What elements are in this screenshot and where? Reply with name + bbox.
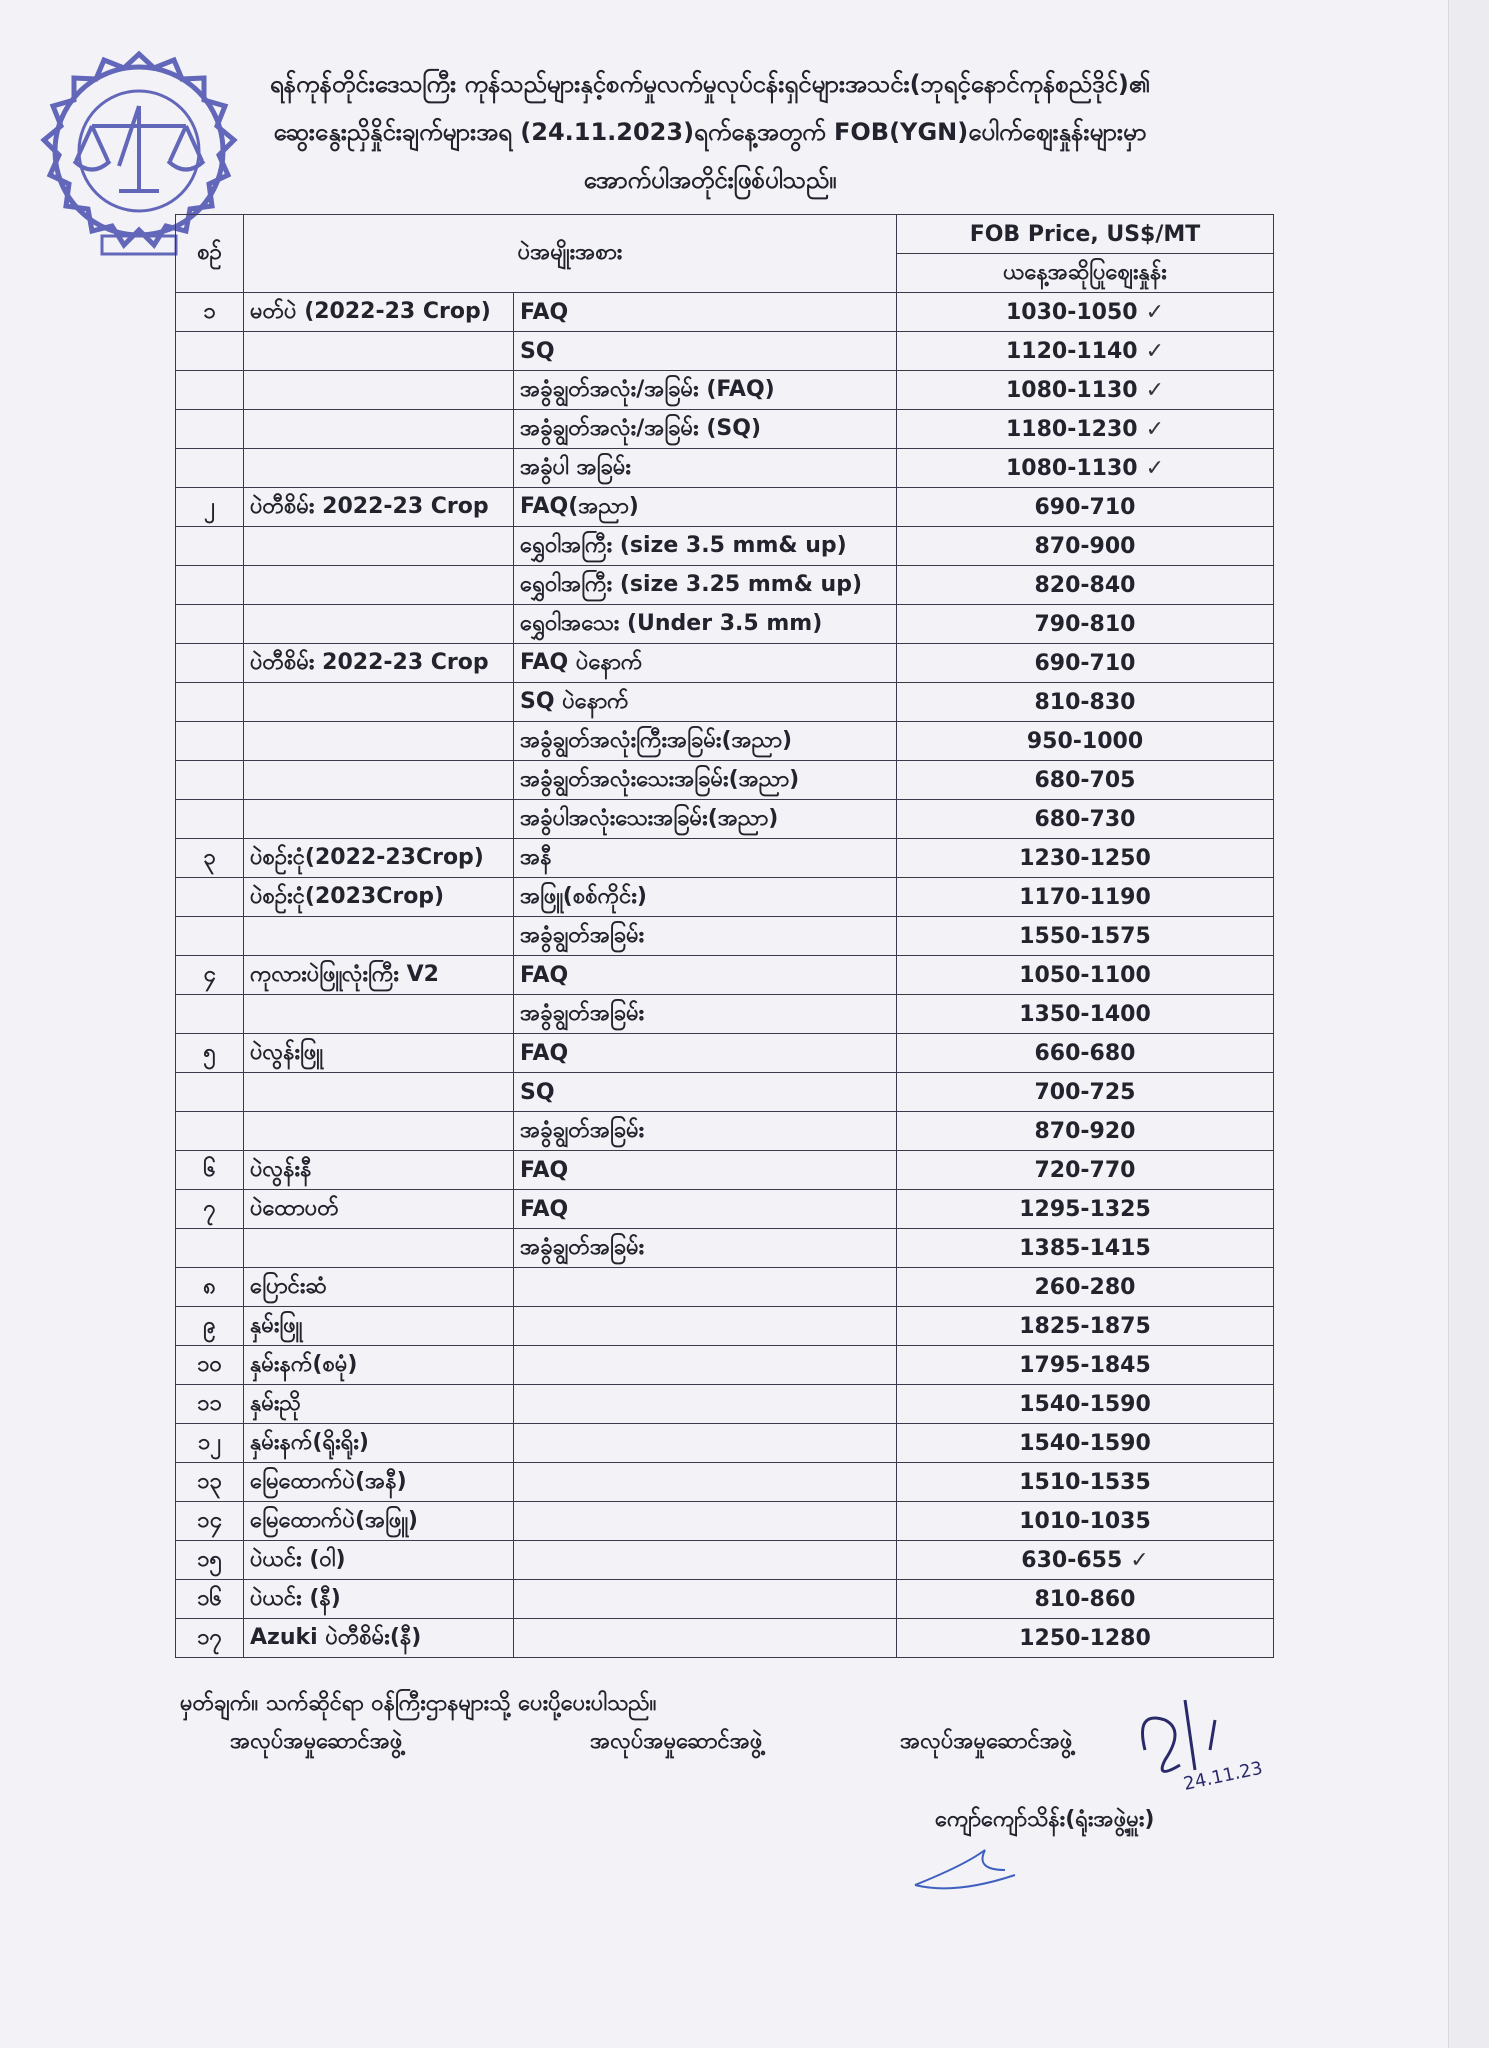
row-price: 1010-1035 [897,1502,1274,1541]
row-item-name: နှမ်းညို [244,1385,514,1424]
row-serial-no [176,800,244,839]
row-item-name [244,605,514,644]
row-grade: FAQ [514,1190,897,1229]
row-price: 630-655 ✓ [897,1541,1274,1580]
row-serial-no: ၁၆ [176,1580,244,1619]
row-price: 870-920 [897,1112,1274,1151]
check-mark-icon: ✓ [1130,1547,1149,1573]
row-serial-no [176,527,244,566]
row-price: 1540-1590 [897,1385,1274,1424]
row-price: 1080-1130 ✓ [897,449,1274,488]
row-price: 810-860 [897,1580,1274,1619]
row-item-name: Azuki ပဲတီစိမ်း(နီ) [244,1619,514,1658]
row-item-name: ပဲတီစိမ်း 2022-23 Crop [244,488,514,527]
handwritten-signature-icon [1125,1690,1325,1800]
row-item-name [244,371,514,410]
signer-name: ကျော်ကျော်သိန်း(ရုံးအဖွဲ့မှူး) [935,1807,1155,1832]
row-grade: အခွံပါ အခြမ်း [514,449,897,488]
row-serial-no: ၅ [176,1034,244,1073]
row-price: 870-900 [897,527,1274,566]
check-mark-icon: ✓ [1145,299,1165,325]
row-grade: အခွံချွတ်အခြမ်း [514,1229,897,1268]
table-row [176,1268,1274,1307]
table-row [176,1619,1274,1658]
row-item-name [244,1229,514,1268]
committee-label-1: အလုပ်အမှုဆောင်အဖွဲ့ [230,1729,403,1754]
table-row [176,722,1274,761]
row-item-name: ပဲလွန်းနီ [244,1151,514,1190]
table-row [176,332,1274,371]
row-item-name [244,917,514,956]
row-price: 1295-1325 [897,1190,1274,1229]
row-grade: ရွှေဝါအကြီး (size 3.5 mm& up) [514,527,897,566]
row-grade: အခွံချွတ်အလုံးသေးအခြမ်း(အညာ) [514,761,897,800]
row-grade: FAQ [514,293,897,332]
pen-scribble-icon [905,1840,1035,1900]
row-price: 810-830 [897,683,1274,722]
table-row [176,683,1274,722]
row-serial-no: ၃ [176,839,244,878]
row-item-name: မတ်ပဲ (2022-23 Crop) [244,293,514,332]
row-price: 700-725 [897,1073,1274,1112]
row-serial-no [176,722,244,761]
table-row [176,644,1274,683]
row-serial-no: ၁၁ [176,1385,244,1424]
row-item-name [244,527,514,566]
table-row [176,449,1274,488]
row-item-name [244,449,514,488]
row-serial-no [176,1229,244,1268]
table-row [176,1463,1274,1502]
table-row [176,1112,1274,1151]
table-row [176,917,1274,956]
table-row [176,1151,1274,1190]
row-grade: FAQ [514,956,897,995]
row-grade: SQ ပဲနောက် [514,683,897,722]
row-price: 690-710 [897,644,1274,683]
row-serial-no [176,1073,244,1112]
row-serial-no [176,371,244,410]
table-row [176,1502,1274,1541]
footer-note: မှတ်ချက်။ သက်ဆိုင်ရာ ဝန်ကြီးဌာနများသို့ ပေးပို့ပေးပါသည်။ [180,1691,657,1716]
table-row [176,605,1274,644]
row-grade [514,1541,897,1580]
table-row [176,1580,1274,1619]
row-price: 1180-1230 ✓ [897,410,1274,449]
row-serial-no: ၆ [176,1151,244,1190]
table-row [176,1190,1274,1229]
row-item-name: ကုလားပဲဖြူလုံးကြီး V2 [244,956,514,995]
row-item-name [244,410,514,449]
row-price: 1230-1250 [897,839,1274,878]
row-item-name: မြေထောက်ပဲ(အဖြူ) [244,1502,514,1541]
row-serial-no: ၈ [176,1268,244,1307]
row-serial-no [176,605,244,644]
row-price: 1550-1575 [897,917,1274,956]
row-grade: ရွှေဝါအကြီး (size 3.25 mm& up) [514,566,897,605]
row-grade [514,1346,897,1385]
row-item-name: နှမ်းနက်(ရိုးရိုး) [244,1424,514,1463]
row-grade [514,1385,897,1424]
row-price: 1030-1050 ✓ [897,293,1274,332]
row-serial-no [176,332,244,371]
table-row [176,1034,1274,1073]
row-item-name: ပြောင်းဆံ [244,1268,514,1307]
row-price: 1825-1875 [897,1307,1274,1346]
row-grade: အခွံချွတ်အလုံး/အခြမ်း (SQ) [514,410,897,449]
row-serial-no: ၉ [176,1307,244,1346]
row-grade: အခွံချွတ်အခြမ်း [514,917,897,956]
row-item-name [244,995,514,1034]
row-price: 660-680 [897,1034,1274,1073]
handwritten-date: 24.11.23 [1181,1757,1265,1795]
table-row [176,1346,1274,1385]
row-grade: အခွံချွတ်အခြမ်း [514,995,897,1034]
header-line-1: ရန်ကုန်တိုင်းဒေသကြီး ကုန်သည်များနှင့်စက်မှုလက်မှုလုပ်ငန်းရှင်များအသင်း(ဘုရင့်နောင်ကုန်စည်ဒိုင်)၏ [269,70,1151,98]
row-item-name: ပဲလွန်းဖြူ [244,1034,514,1073]
row-grade: FAQ ပဲနောက် [514,644,897,683]
row-item-name: နှမ်းနက်(စမုံ) [244,1346,514,1385]
row-item-name: ပဲစဉ်းငုံ(2023Crop) [244,878,514,917]
check-mark-icon: ✓ [1145,338,1165,364]
row-grade [514,1463,897,1502]
row-grade: အခွံချွတ်အခြမ်း [514,1112,897,1151]
row-item-name [244,332,514,371]
row-price: 1510-1535 [897,1463,1274,1502]
row-price: 1080-1130 ✓ [897,371,1274,410]
row-item-name [244,800,514,839]
row-serial-no [176,566,244,605]
table-row [176,410,1274,449]
row-serial-no [176,917,244,956]
row-item-name [244,1112,514,1151]
row-serial-no [176,449,244,488]
row-grade [514,1268,897,1307]
row-serial-no: ၁၃ [176,1463,244,1502]
table-row [176,995,1274,1034]
row-grade: အခွံချွတ်အလုံးကြီးအခြမ်း(အညာ) [514,722,897,761]
row-serial-no: ၇ [176,1190,244,1229]
row-item-name [244,566,514,605]
row-item-name [244,761,514,800]
row-grade: FAQ(အညာ) [514,488,897,527]
row-item-name: နှမ်းဖြူ [244,1307,514,1346]
row-serial-no [176,1112,244,1151]
header-item-type: ပဲအမျိုးအစား [244,215,897,293]
header-line-2: ဆွေးနွေးညှိနှိုင်းချက်များအရ (24.11.2023)ရက်နေ့အတွက် FOB(YGN)ပေါက်ဈေးနှုန်းများမှာ [273,118,1147,146]
row-serial-no: ၁၅ [176,1541,244,1580]
row-price: 1350-1400 [897,995,1274,1034]
header-line-3: အောက်ပါအတိုင်းဖြစ်ပါသည်။ [583,166,837,194]
row-grade [514,1580,897,1619]
row-serial-no: ၁၂ [176,1424,244,1463]
row-serial-no [176,761,244,800]
row-serial-no [176,644,244,683]
row-grade: အဖြူ(စစ်ကိုင်း) [514,878,897,917]
row-grade [514,1424,897,1463]
header-fob-price: FOB Price, US$/MT [897,215,1274,254]
row-price: 720-770 [897,1151,1274,1190]
header-proposed-price: ယနေ့အဆိုပြုဈေးနှုန်း [897,254,1274,293]
row-grade: ရွှေဝါအသေး (Under 3.5 mm) [514,605,897,644]
table-row [176,1073,1274,1112]
row-price: 690-710 [897,488,1274,527]
table-row [176,371,1274,410]
table-row [176,761,1274,800]
row-serial-no: ၂ [176,488,244,527]
table-row [176,1424,1274,1463]
row-item-name: ပဲယင်း (နီ) [244,1580,514,1619]
row-serial-no [176,995,244,1034]
check-mark-icon: ✓ [1145,455,1165,481]
row-item-name [244,683,514,722]
table-row [176,488,1274,527]
check-mark-icon: ✓ [1145,416,1165,442]
row-serial-no [176,878,244,917]
row-grade: အနီ [514,839,897,878]
row-price: 820-840 [897,566,1274,605]
row-grade [514,1307,897,1346]
document-header [130,60,1290,204]
table-row [176,878,1274,917]
row-price: 680-730 [897,800,1274,839]
row-price: 1120-1140 ✓ [897,332,1274,371]
row-item-name: ပဲထောပတ် [244,1190,514,1229]
row-price: 1795-1845 [897,1346,1274,1385]
row-grade: SQ [514,332,897,371]
committee-label-2: အလုပ်အမှုဆောင်အဖွဲ့ [590,1729,763,1754]
row-item-name [244,722,514,761]
row-price: 790-810 [897,605,1274,644]
row-serial-no [176,683,244,722]
row-serial-no: ၁၇ [176,1619,244,1658]
row-grade: SQ [514,1073,897,1112]
table-row [176,800,1274,839]
committee-label-3: အလုပ်အမှုဆောင်အဖွဲ့ [900,1729,1073,1754]
table-row [176,527,1274,566]
row-grade: FAQ [514,1151,897,1190]
row-serial-no: ၁၀ [176,1346,244,1385]
row-item-name: ပဲယင်း (ဝါ) [244,1541,514,1580]
table-row [176,839,1274,878]
price-table-body [176,293,1274,1658]
table-row [176,1307,1274,1346]
check-mark-icon: ✓ [1145,377,1165,403]
row-price: 1250-1280 [897,1619,1274,1658]
row-item-name: ပဲစဉ်းငုံ(2022-23Crop) [244,839,514,878]
row-grade [514,1619,897,1658]
header-serial-no: စဉ် [176,215,244,293]
row-price: 680-705 [897,761,1274,800]
row-price: 1170-1190 [897,878,1274,917]
row-price: 1050-1100 [897,956,1274,995]
row-price: 1385-1415 [897,1229,1274,1268]
table-row [176,956,1274,995]
table-row [176,293,1274,332]
row-serial-no: ၄ [176,956,244,995]
row-item-name: ပဲတီစိမ်း 2022-23 Crop [244,644,514,683]
row-price: 950-1000 [897,722,1274,761]
row-grade: အခွံပါအလုံးသေးအခြမ်း(အညာ) [514,800,897,839]
row-price: 1540-1590 [897,1424,1274,1463]
row-serial-no: ၁၄ [176,1502,244,1541]
row-grade: အခွံချွတ်အလုံး/အခြမ်း (FAQ) [514,371,897,410]
price-table [175,214,1274,1658]
row-item-name: မြေထောက်ပဲ(အနီ) [244,1463,514,1502]
row-item-name [244,1073,514,1112]
table-row [176,1541,1274,1580]
table-row [176,1385,1274,1424]
table-row [176,566,1274,605]
row-serial-no [176,410,244,449]
row-grade: FAQ [514,1034,897,1073]
row-price: 260-280 [897,1268,1274,1307]
row-serial-no: ၁ [176,293,244,332]
row-grade [514,1502,897,1541]
table-row [176,1229,1274,1268]
